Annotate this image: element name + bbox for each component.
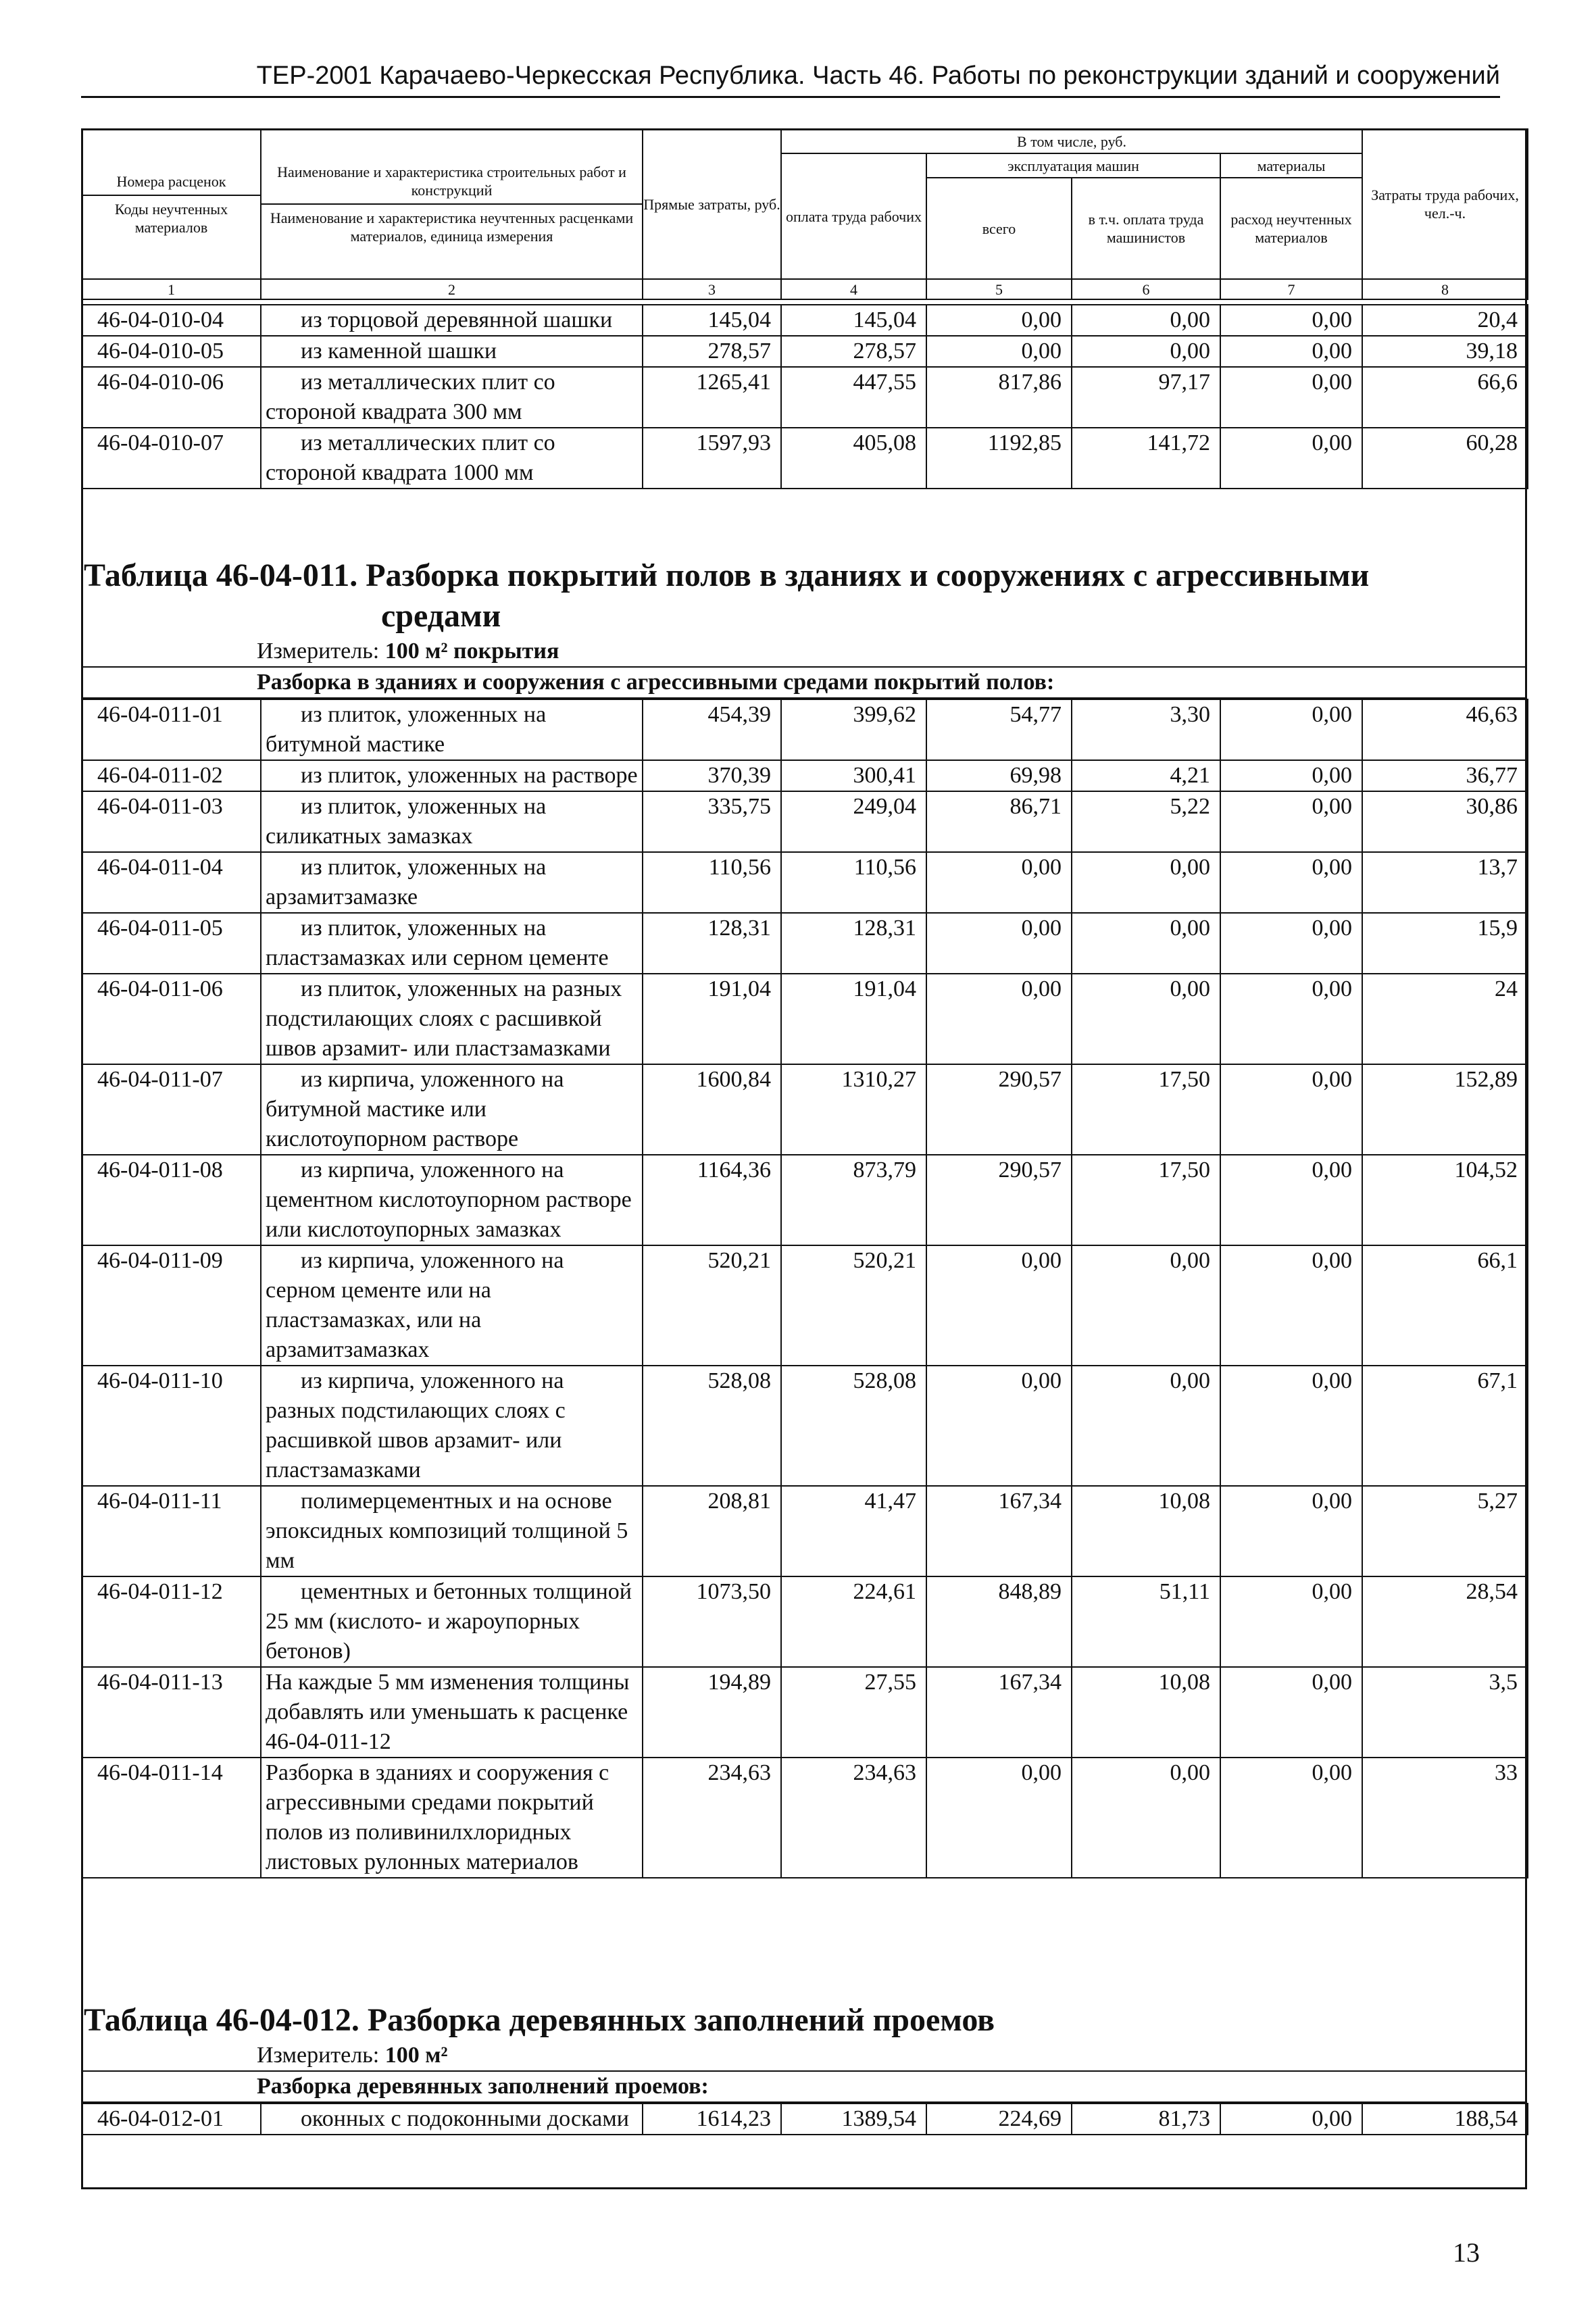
- machine-cost: 290,57: [926, 1064, 1072, 1155]
- table-row: [82, 1155, 1528, 1245]
- col-index: 8: [1362, 279, 1528, 299]
- work-name: из металлических плит со стороной квадрата 1000 мм: [261, 428, 643, 489]
- worker-wage: 520,21: [781, 1245, 926, 1366]
- worker-wage: 191,04: [781, 974, 926, 1064]
- col-machines-header: эксплуатация машин: [926, 153, 1220, 178]
- direct-cost: 1600,84: [643, 1064, 781, 1155]
- machinist-wage: 0,00: [1072, 913, 1220, 974]
- work-name: из плиток, уложенных на пластзамазках или серном цементе: [261, 913, 643, 974]
- machinist-wage: 0,00: [1072, 336, 1220, 367]
- rate-code: 46-04-011-09: [82, 1245, 261, 1366]
- worker-wage: 27,55: [781, 1667, 926, 1758]
- direct-cost: 335,75: [643, 791, 781, 852]
- table-row: [82, 1486, 1528, 1576]
- materials-cost: 0,00: [1220, 1064, 1362, 1155]
- machine-cost: 54,77: [926, 699, 1072, 760]
- col-index: 3: [643, 279, 781, 299]
- worker-wage: 41,47: [781, 1486, 926, 1576]
- labor-hours: 67,1: [1362, 1366, 1528, 1486]
- col-labor-header: Затраты труда рабочих, чел.-ч.: [1362, 129, 1528, 279]
- table-011-rows: [81, 699, 1528, 1878]
- worker-wage: 1389,54: [781, 2104, 926, 2135]
- direct-cost: 208,81: [643, 1486, 781, 1576]
- machine-cost: 290,57: [926, 1155, 1072, 1245]
- table-012-subsection: [81, 2070, 1527, 2103]
- subsection-title: Разборка в зданиях и сооружения с агрессивными средами покрытий полов:: [82, 667, 1526, 698]
- rate-code: 46-04-011-06: [82, 974, 261, 1064]
- labor-hours: 3,5: [1362, 1667, 1528, 1758]
- materials-cost: 0,00: [1220, 1245, 1362, 1366]
- work-name: из металлических плит со стороной квадрата 300 мм: [261, 367, 643, 428]
- materials-cost: 0,00: [1220, 428, 1362, 489]
- worker-wage: 128,31: [781, 913, 926, 974]
- table-row: [82, 336, 1528, 367]
- labor-hours: 13,7: [1362, 852, 1528, 913]
- rate-code: 46-04-010-04: [82, 305, 261, 336]
- materials-cost: 0,00: [1220, 852, 1362, 913]
- table-010-continuation: [81, 304, 1527, 489]
- table-row: [82, 852, 1528, 913]
- table-row: [82, 791, 1528, 852]
- labor-hours: 28,54: [1362, 1576, 1528, 1667]
- machine-cost: 817,86: [926, 367, 1072, 428]
- direct-cost: 1265,41: [643, 367, 781, 428]
- page-number: 13: [1453, 2237, 1480, 2268]
- table-012-unit: Измеритель: 100 м²: [257, 2043, 448, 2068]
- machinist-wage: 10,08: [1072, 1667, 1220, 1758]
- col-code-header: Номера расценок Коды неучтенных материалов: [82, 129, 261, 279]
- direct-cost: 454,39: [643, 699, 781, 760]
- materials-cost: 0,00: [1220, 1155, 1362, 1245]
- machine-cost: 69,98: [926, 760, 1072, 791]
- machinist-wage: 0,00: [1072, 974, 1220, 1064]
- direct-cost: 528,08: [643, 1366, 781, 1486]
- col-direct-header: Прямые затраты, руб.: [643, 129, 781, 279]
- worker-wage: 1310,27: [781, 1064, 926, 1155]
- table-row: [82, 2104, 1528, 2135]
- machinist-wage: 4,21: [1072, 760, 1220, 791]
- machinist-wage: 0,00: [1072, 852, 1220, 913]
- rate-code: 46-04-011-14: [82, 1758, 261, 1878]
- labor-hours: 66,6: [1362, 367, 1528, 428]
- worker-wage: 300,41: [781, 760, 926, 791]
- direct-cost: 234,63: [643, 1758, 781, 1878]
- worker-wage: 249,04: [781, 791, 926, 852]
- rate-code: 46-04-011-01: [82, 699, 261, 760]
- machinist-wage: 141,72: [1072, 428, 1220, 489]
- table-row: [82, 699, 1528, 760]
- labor-hours: 46,63: [1362, 699, 1528, 760]
- table-row: [82, 367, 1528, 428]
- labor-hours: 104,52: [1362, 1155, 1528, 1245]
- work-name: из плиток, уложенных на силикатных замазках: [261, 791, 643, 852]
- labor-hours: 60,28: [1362, 428, 1528, 489]
- work-name: из кирпича, уложенного на цементном кислотоупорном растворе или кислотоупорных замазках: [261, 1155, 643, 1245]
- labor-hours: 188,54: [1362, 2104, 1528, 2135]
- col-index: 5: [926, 279, 1072, 299]
- materials-cost: 0,00: [1220, 2104, 1362, 2135]
- materials-cost: 0,00: [1220, 1366, 1362, 1486]
- table-row: [82, 1064, 1528, 1155]
- rate-code: 46-04-011-07: [82, 1064, 261, 1155]
- work-name: Разборка в зданиях и сооружения с агрессивными средами покрытий полов из поливинилхлоридных листовых рулонных материалов: [261, 1758, 643, 1878]
- machinist-wage: 17,50: [1072, 1155, 1220, 1245]
- col-mach-wage-header: в т.ч. оплата труда машинистов: [1072, 178, 1220, 279]
- col-wage-header: оплата труда рабочих: [781, 153, 926, 279]
- materials-cost: 0,00: [1220, 974, 1362, 1064]
- rate-code: 46-04-011-13: [82, 1667, 261, 1758]
- table-012-title: Таблица 46-04-012. Разборка деревянных заполнений проемов: [84, 2002, 995, 2038]
- col-in-total-header: В том числе, руб.: [781, 129, 1362, 153]
- rate-code: 46-04-011-03: [82, 791, 261, 852]
- direct-cost: 110,56: [643, 852, 781, 913]
- machinist-wage: 0,00: [1072, 305, 1220, 336]
- subsection-title: Разборка деревянных заполнений проемов:: [82, 2071, 1526, 2102]
- direct-cost: 191,04: [643, 974, 781, 1064]
- machine-cost: 86,71: [926, 791, 1072, 852]
- rate-code: 46-04-010-06: [82, 367, 261, 428]
- labor-hours: 30,86: [1362, 791, 1528, 852]
- column-header: [81, 128, 1528, 300]
- machine-cost: 0,00: [926, 913, 1072, 974]
- work-name: из кирпича, уложенного на разных подстилающих слоях с расшивкой швов арзамит- или пластзамазками: [261, 1366, 643, 1486]
- work-name: цементных и бетонных толщиной 25 мм (кислото- и жароупорных бетонов): [261, 1576, 643, 1667]
- machine-cost: 0,00: [926, 974, 1072, 1064]
- table-010-rows: [81, 304, 1528, 489]
- col-mach-total-header: всего: [926, 178, 1072, 279]
- labor-hours: 5,27: [1362, 1486, 1528, 1576]
- materials-cost: 0,00: [1220, 1576, 1362, 1667]
- rate-code: 46-04-011-11: [82, 1486, 261, 1576]
- rate-code: 46-04-011-05: [82, 913, 261, 974]
- work-name: из плиток, уложенных на арзамитзамазке: [261, 852, 643, 913]
- machinist-wage: 0,00: [1072, 1245, 1220, 1366]
- worker-wage: 405,08: [781, 428, 926, 489]
- rate-code: 46-04-010-07: [82, 428, 261, 489]
- col-index: 6: [1072, 279, 1220, 299]
- direct-cost: 1614,23: [643, 2104, 781, 2135]
- col-materials-consumption-header: расход неучтенных материалов: [1220, 178, 1362, 279]
- machinist-wage: 0,00: [1072, 1366, 1220, 1486]
- machine-cost: 0,00: [926, 852, 1072, 913]
- worker-wage: 110,56: [781, 852, 926, 913]
- direct-cost: 1164,36: [643, 1155, 781, 1245]
- labor-hours: 66,1: [1362, 1245, 1528, 1366]
- machine-cost: 0,00: [926, 1366, 1072, 1486]
- rate-code: 46-04-012-01: [82, 2104, 261, 2135]
- table-row: [82, 1758, 1528, 1878]
- machinist-wage: 0,00: [1072, 1758, 1220, 1878]
- rate-code: 46-04-011-12: [82, 1576, 261, 1667]
- col-index: 4: [781, 279, 926, 299]
- table-row: [82, 1576, 1528, 1667]
- machine-cost: 167,34: [926, 1486, 1072, 1576]
- table-012-section: [81, 2000, 1527, 2135]
- work-name: из кирпича, уложенного на серном цементе или на пластзамазках, или на арзамитзамазках: [261, 1245, 643, 1366]
- table-row: [82, 1245, 1528, 1366]
- labor-hours: 36,77: [1362, 760, 1528, 791]
- direct-cost: 1597,93: [643, 428, 781, 489]
- machinist-wage: 81,73: [1072, 2104, 1220, 2135]
- work-name: оконных с подоконными досками: [261, 2104, 643, 2135]
- materials-cost: 0,00: [1220, 1486, 1362, 1576]
- machine-cost: 167,34: [926, 1667, 1072, 1758]
- table-012-rows: [81, 2103, 1528, 2135]
- worker-wage: 234,63: [781, 1758, 926, 1878]
- col-index: 2: [261, 279, 643, 299]
- materials-cost: 0,00: [1220, 305, 1362, 336]
- worker-wage: 399,62: [781, 699, 926, 760]
- machinist-wage: 17,50: [1072, 1064, 1220, 1155]
- col-name-header: Наименование и характеристика строительных работ и конструкций Наименование и характеристика неучтенных расценками материалов, единица измерения: [261, 129, 643, 279]
- labor-hours: 33: [1362, 1758, 1528, 1878]
- materials-cost: 0,00: [1220, 791, 1362, 852]
- materials-cost: 0,00: [1220, 913, 1362, 974]
- table-row: [82, 428, 1528, 489]
- labor-hours: 152,89: [1362, 1064, 1528, 1155]
- materials-cost: 0,00: [1220, 1758, 1362, 1878]
- materials-cost: 0,00: [1220, 367, 1362, 428]
- table-011-section: [81, 555, 1527, 1878]
- machine-cost: 0,00: [926, 1245, 1072, 1366]
- work-name: из плиток, уложенных на растворе: [261, 760, 643, 791]
- table-row: [82, 1667, 1528, 1758]
- direct-cost: 145,04: [643, 305, 781, 336]
- materials-cost: 0,00: [1220, 336, 1362, 367]
- machinist-wage: 97,17: [1072, 367, 1220, 428]
- page-header: ТЕР-2001 Карачаево-Черкесская Республика. Часть 46. Работы по реконструкции зданий и сооружений: [81, 59, 1500, 98]
- work-name: На каждые 5 мм изменения толщины добавлять или уменьшать к расценке 46-04-011-12: [261, 1667, 643, 1758]
- work-name: из каменной шашки: [261, 336, 643, 367]
- machinist-wage: 10,08: [1072, 1486, 1220, 1576]
- machinist-wage: 51,11: [1072, 1576, 1220, 1667]
- materials-cost: 0,00: [1220, 760, 1362, 791]
- table-row: [82, 913, 1528, 974]
- machine-cost: 1192,85: [926, 428, 1072, 489]
- worker-wage: 447,55: [781, 367, 926, 428]
- rate-code: 46-04-011-04: [82, 852, 261, 913]
- worker-wage: 224,61: [781, 1576, 926, 1667]
- machine-cost: 224,69: [926, 2104, 1072, 2135]
- table-row: [82, 974, 1528, 1064]
- direct-cost: 194,89: [643, 1667, 781, 1758]
- labor-hours: 24: [1362, 974, 1528, 1064]
- rate-code: 46-04-011-08: [82, 1155, 261, 1245]
- machine-cost: 0,00: [926, 336, 1072, 367]
- table-011-title: Таблица 46-04-011. Разборка покрытий полов в зданиях и сооружениях с агрессивными средами: [84, 557, 1370, 634]
- table-row: [82, 1366, 1528, 1486]
- worker-wage: 873,79: [781, 1155, 926, 1245]
- labor-hours: 20,4: [1362, 305, 1528, 336]
- direct-cost: 370,39: [643, 760, 781, 791]
- direct-cost: 1073,50: [643, 1576, 781, 1667]
- worker-wage: 278,57: [781, 336, 926, 367]
- materials-cost: 0,00: [1220, 699, 1362, 760]
- work-name: из торцовой деревянной шашки: [261, 305, 643, 336]
- col-index: 7: [1220, 279, 1362, 299]
- rate-code: 46-04-010-05: [82, 336, 261, 367]
- labor-hours: 15,9: [1362, 913, 1528, 974]
- direct-cost: 520,21: [643, 1245, 781, 1366]
- work-name: полимерцементных и на основе эпоксидных композиций толщиной 5 мм: [261, 1486, 643, 1576]
- table-row: [82, 760, 1528, 791]
- col-index: 1: [82, 279, 261, 299]
- col-materials-header: материалы: [1220, 153, 1362, 178]
- work-name: из плиток, уложенных на разных подстилающих слоях с расшивкой швов арзамит- или пластзамазками: [261, 974, 643, 1064]
- machinist-wage: 3,30: [1072, 699, 1220, 760]
- labor-hours: 39,18: [1362, 336, 1528, 367]
- machinist-wage: 5,22: [1072, 791, 1220, 852]
- work-name: из кирпича, уложенного на битумной мастике или кислотоупорном растворе: [261, 1064, 643, 1155]
- materials-cost: 0,00: [1220, 1667, 1362, 1758]
- machine-cost: 0,00: [926, 1758, 1072, 1878]
- table-row: [82, 305, 1528, 336]
- direct-cost: 128,31: [643, 913, 781, 974]
- worker-wage: 145,04: [781, 305, 926, 336]
- worker-wage: 528,08: [781, 1366, 926, 1486]
- table-011-unit: Измеритель: 100 м² покрытия: [257, 639, 559, 664]
- machine-cost: 848,89: [926, 1576, 1072, 1667]
- rate-code: 46-04-011-10: [82, 1366, 261, 1486]
- table-011-subsection: [81, 666, 1527, 699]
- work-name: из плиток, уложенных на битумной мастике: [261, 699, 643, 760]
- machine-cost: 0,00: [926, 305, 1072, 336]
- rate-code: 46-04-011-02: [82, 760, 261, 791]
- direct-cost: 278,57: [643, 336, 781, 367]
